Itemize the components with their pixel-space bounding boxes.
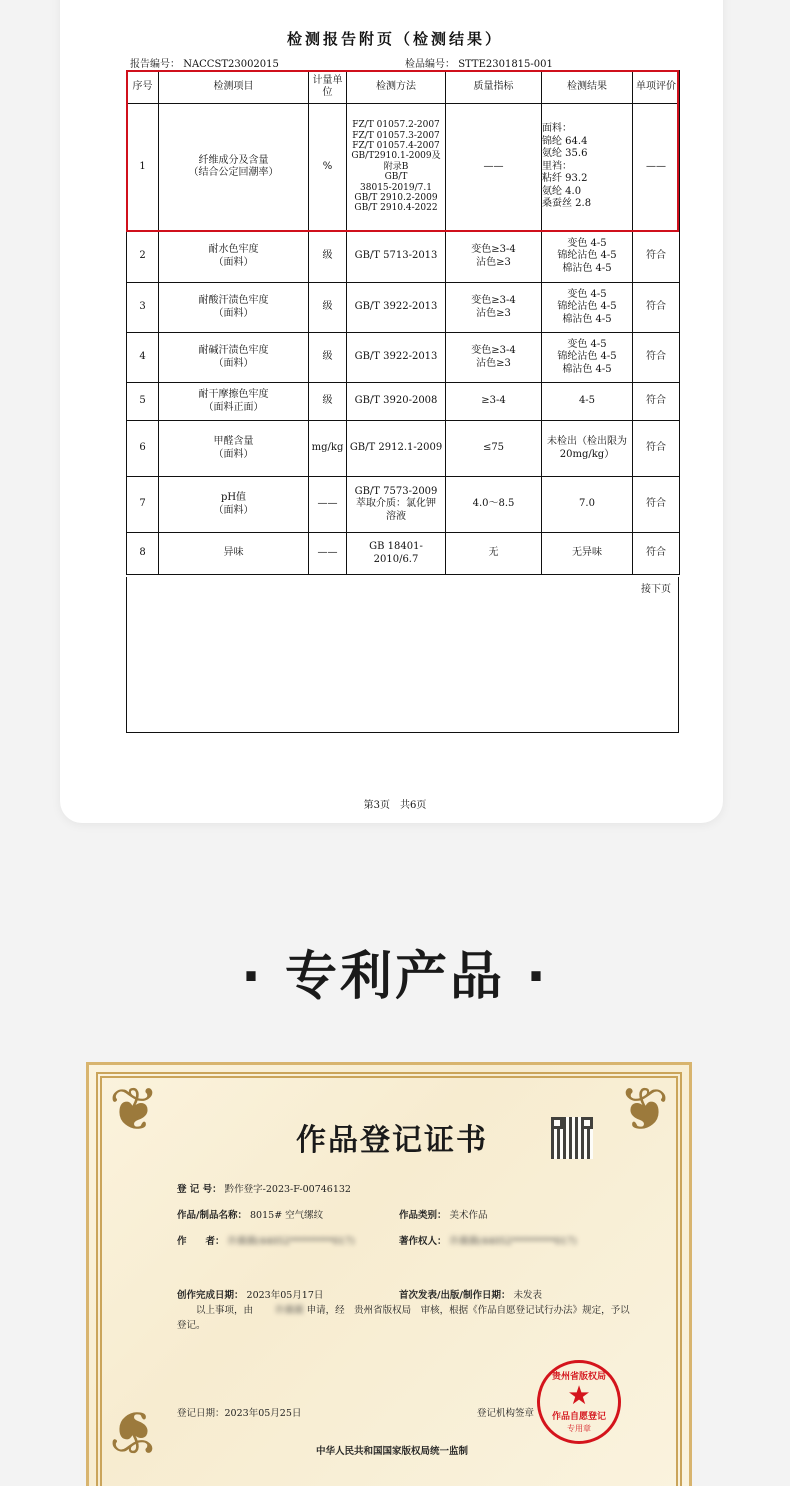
table-cell-no: 4 <box>127 333 159 383</box>
table-cell-result: 变色 4-5 锦纶沾色 4-5 棉沾色 4-5 <box>542 333 633 383</box>
table-cell-eval: 符合 <box>633 333 680 383</box>
table-cell-eval: —— <box>633 104 680 231</box>
table-cell-no: 3 <box>127 283 159 333</box>
table-cell-result: 面料： 锦纶 64.4 氨纶 35.6 里裆： 粘纤 93.2 氨纶 4.0 桑蚕丝 2.8 <box>542 104 633 231</box>
table-cell-no: 8 <box>127 533 159 575</box>
column-header: 计量单位 <box>309 71 347 104</box>
copyright-owner: 著作权人： 许薇薇(44052*********017) <box>399 1236 577 1247</box>
seal-text-top: 贵州省版权局 <box>551 1372 606 1382</box>
column-header: 质量指标 <box>446 71 542 104</box>
registration-date: 登记日期：2023年05月25日 <box>177 1408 302 1419</box>
table-cell-unit: mg/kg <box>309 421 347 477</box>
work-name: 作品/制品名称： 8015# 空气缧纹 <box>177 1210 324 1221</box>
seal-text-bottom: 专用章 <box>567 1424 591 1433</box>
table-cell-unit: 级 <box>309 283 347 333</box>
completion-date: 创作完成日期： 2023年05月17日 <box>177 1290 324 1301</box>
table-cell-item: 甲醛含量 （面料） <box>159 421 309 477</box>
table-cell-result: 变色 4-5 锦纶沾色 4-5 棉沾色 4-5 <box>542 231 633 283</box>
table-cell-eval: 符合 <box>633 477 680 533</box>
table-cell-standard: 变色≥3-4 沾色≥3 <box>446 231 542 283</box>
results-table <box>126 70 680 575</box>
table-cell-no: 1 <box>127 104 159 231</box>
table-cell-result: 4-5 <box>542 383 633 421</box>
table-cell-result: 未检出（检出限为 20mg/kg） <box>542 421 633 477</box>
table-cell-method: FZ/T 01057.2-2007 FZ/T 01057.3-2007 FZ/T 01057.4-2007 GB/T2910.1-2009及 附录B GB/T 38015-2019/7.1 GB/T 2910.2-2009 GB/T 2910.4-2022 <box>347 104 446 231</box>
table-header-row <box>127 71 680 104</box>
table-cell-standard: 变色≥3-4 沾色≥3 <box>446 333 542 383</box>
table-cell-item: 耐水色牢度 （面料） <box>159 231 309 283</box>
official-seal <box>537 1360 621 1444</box>
table-cell-item: 纤维成分及含量 （结合公定回潮率） <box>159 104 309 231</box>
table-cell-item: 异味 <box>159 533 309 575</box>
sample-number: 检品编号： STTE2301815-001 <box>405 59 553 70</box>
table-cell-method: GB 18401-2010/6.7 <box>347 533 446 575</box>
table-cell-unit: % <box>309 104 347 231</box>
seal-star-icon: ★ <box>567 1381 591 1411</box>
continued-note: 接下页 <box>641 584 671 595</box>
table-cell-no: 6 <box>127 421 159 477</box>
table-cell-unit: —— <box>309 533 347 575</box>
table-cell-item: 耐干摩擦色牢度 （面料正面） <box>159 383 309 421</box>
page-indicator: 第3页 共6页 <box>363 800 427 811</box>
table-cell-item: pH值 （面料） <box>159 477 309 533</box>
copyright-certificate <box>86 1062 692 1486</box>
table-cell-no: 2 <box>127 231 159 283</box>
table-row <box>127 231 680 283</box>
table-cell-result: 无异味 <box>542 533 633 575</box>
table-cell-method: GB/T 3922-2013 <box>347 283 446 333</box>
table-row <box>127 421 680 477</box>
table-cell-unit: 级 <box>309 333 347 383</box>
ornament-top-right-icon: ❦ <box>618 1075 670 1145</box>
table-cell-result: 7.0 <box>542 477 633 533</box>
table-cell-standard: —— <box>446 104 542 231</box>
table-cell-eval: 符合 <box>633 283 680 333</box>
table-row <box>127 533 680 575</box>
qr-code-icon <box>551 1117 593 1159</box>
certificate-body-text: 以上事项，由 许薇薇 申请，经 贵州省版权局 审核，根据《作品自愿登记试行办法》规定，予以登记。 <box>177 1305 630 1332</box>
table-cell-method: GB/T 7573-2009 萃取介质：氯化钾 溶液 <box>347 477 446 533</box>
table-cell-method: GB/T 3922-2013 <box>347 333 446 383</box>
ornament-bottom-left-icon: ❦ <box>108 1396 160 1466</box>
ornament-top-left-icon: ❦ <box>108 1075 160 1145</box>
table-cell-item: 耐碱汗渍色牢度 （面料） <box>159 333 309 383</box>
certificate-title: 作品登记证书 <box>296 1123 488 1158</box>
table-cell-method: GB/T 2912.1-2009 <box>347 421 446 477</box>
table-cell-eval: 符合 <box>633 421 680 477</box>
table-row <box>127 477 680 533</box>
table-cell-method: GB/T 3920-2008 <box>347 383 446 421</box>
column-header: 单项评价 <box>633 71 680 104</box>
agency-signature-label: 登记机构签章 <box>477 1408 535 1419</box>
work-category: 作品类别： 美术作品 <box>399 1210 488 1221</box>
table-cell-result: 变色 4-5 锦纶沾色 4-5 棉沾色 4-5 <box>542 283 633 333</box>
table-row <box>127 383 680 421</box>
table-row <box>127 333 680 383</box>
column-header: 检测方法 <box>347 71 446 104</box>
table-cell-eval: 符合 <box>633 533 680 575</box>
column-header: 检测结果 <box>542 71 633 104</box>
table-cell-standard: 变色≥3-4 沾色≥3 <box>446 283 542 333</box>
table-cell-unit: —— <box>309 477 347 533</box>
seal-text-middle: 作品自愿登记 <box>551 1412 606 1422</box>
table-cell-no: 7 <box>127 477 159 533</box>
report-number: 报告编号： NACCST23002015 <box>130 59 279 70</box>
table-row <box>127 104 680 231</box>
table-cell-method: GB/T 5713-2013 <box>347 231 446 283</box>
report-title: 检测报告附页（检测结果） <box>286 30 503 48</box>
table-cell-standard: ≤75 <box>446 421 542 477</box>
table-row <box>127 283 680 333</box>
registration-number: 登 记 号： 黔作登字-2023-F-00746132 <box>177 1184 351 1195</box>
table-cell-eval: 符合 <box>633 383 680 421</box>
table-cell-unit: 级 <box>309 383 347 421</box>
table-cell-eval: 符合 <box>633 231 680 283</box>
author: 作 者： 许薇薇(44052*********017) <box>177 1236 355 1247</box>
table-cell-unit: 级 <box>309 231 347 283</box>
section-title-patent: · 专利产品 · <box>241 947 549 1007</box>
table-cell-item: 耐酸汗渍色牢度 （面料） <box>159 283 309 333</box>
table-cell-standard: 4.0～8.5 <box>446 477 542 533</box>
table-cell-standard: 无 <box>446 533 542 575</box>
table-blank-area <box>126 577 679 733</box>
publish-date: 首次发表/出版/制作日期： 未发表 <box>399 1290 542 1301</box>
column-header: 序号 <box>127 71 159 104</box>
table-cell-standard: ≥3-4 <box>446 383 542 421</box>
table-cell-no: 5 <box>127 383 159 421</box>
column-header: 检测项目 <box>159 71 309 104</box>
certificate-footer: 中华人民共和国国家版权局统一监制 <box>315 1446 468 1457</box>
